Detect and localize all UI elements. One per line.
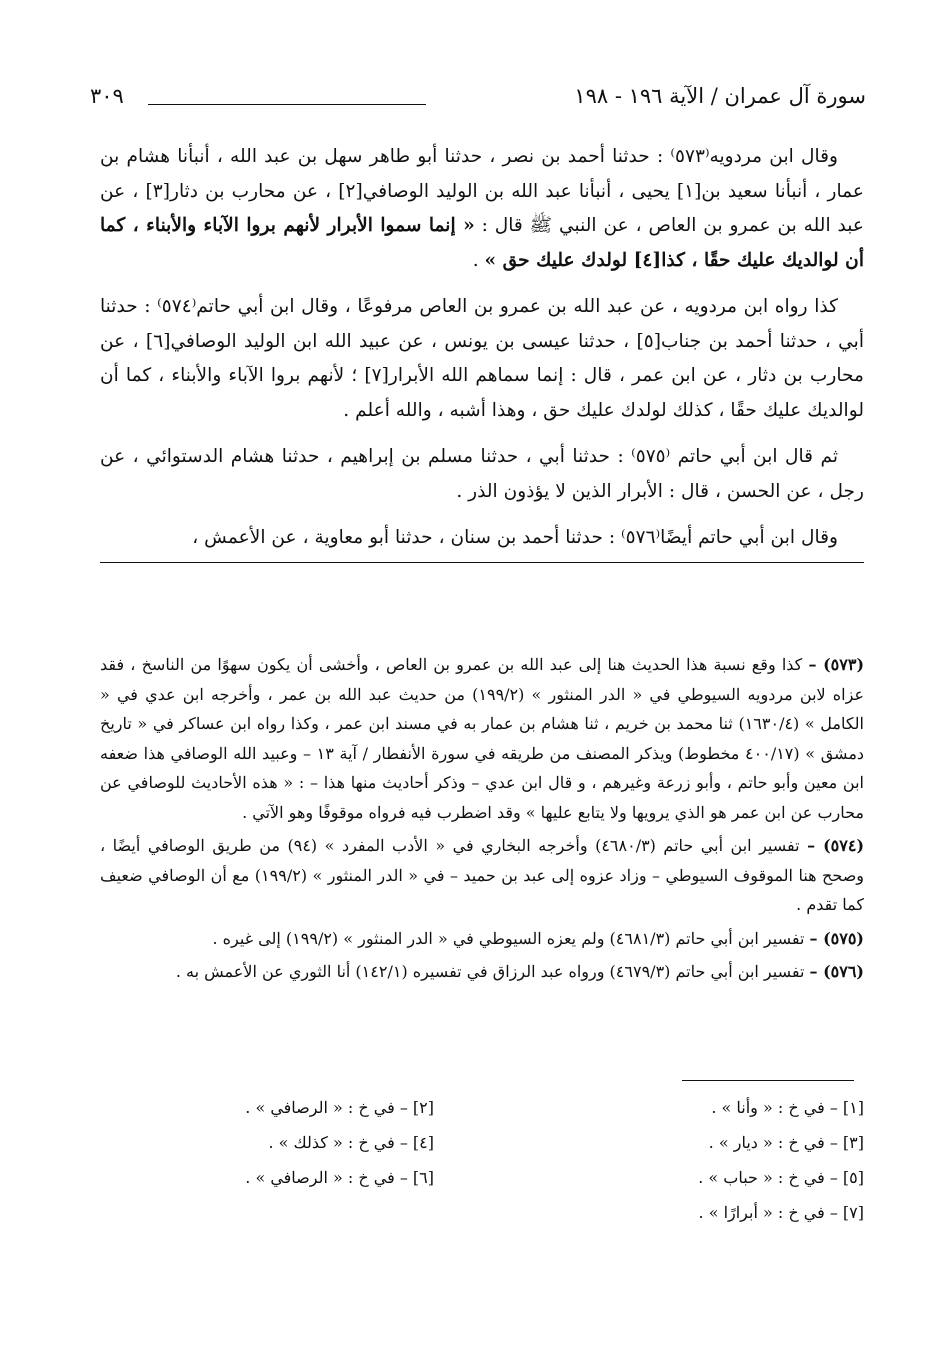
paragraph-text: كذا رواه ابن مردويه ، عن عبد الله بن عمرو بن العاص مرفوعًا ، وقال ابن أبي حاتم⁽٥٧٤⁾ : حدثنا أبي ، حدثنا أحمد بن جناب[٥] ، حدثنا عيسى بن يونس ، عن عبيد الله ابن الوليد الوصافي[٦] ، عن محارب بن دثار ، عن ابن عمر ، قال : إنما سماهم الله الأبرار[٧] ؛ لأنهم بروا الآباء والأبناء ، كما أن لوالديك عليك حقًا ، كذلك لولدك عليك حق ، وهذا أشبه ، والله أعلم . <box>100 296 865 421</box>
footnote-number: (٥٧٤) – <box>807 836 865 855</box>
variant-note: [٦] – في خ : « الرصافي » . <box>245 1168 434 1187</box>
footnotes <box>100 650 864 991</box>
paragraph-end: . <box>472 249 485 271</box>
paragraph <box>100 440 864 509</box>
footnote-number: (٥٧٦) – <box>809 962 864 981</box>
header-title: سورة آل عمران / الآية ١٩٦ - ١٩٨ <box>574 84 866 108</box>
manuscript-variants <box>120 1098 864 1238</box>
footnote <box>100 831 864 920</box>
page-number: ٣٠٩ <box>90 84 124 108</box>
variant-note: [٢] – في خ : « الرصافي » . <box>245 1098 434 1117</box>
variant-note: [١] – في خ : « وأنا » . <box>711 1098 864 1117</box>
footnote-number: (٥٧٣) – <box>808 655 865 674</box>
paragraph <box>100 290 864 428</box>
variants-separator <box>682 1080 854 1081</box>
header-rule <box>148 104 426 105</box>
variant-row <box>120 1098 864 1133</box>
paragraph <box>100 521 864 563</box>
variant-row <box>120 1203 864 1238</box>
footnote <box>100 650 864 827</box>
paragraph <box>100 140 864 278</box>
footnote-text: تفسير ابن أبي حاتم (٤٦٨١/٣) ولم يعزه السيوطي في « الدر المنثور » (١٩٩/٢) إلى غيره . <box>212 928 805 948</box>
paragraph-text: وقال ابن أبي حاتم أيضًا⁽٥٧٦⁾ : حدثنا أحمد بن سنان ، حدثنا أبو معاوية ، عن الأعمش ، <box>192 527 838 548</box>
footnote <box>100 924 864 954</box>
footnote-text: تفسير ابن أبي حاتم (٤٦٧٩/٣) ورواه عبد الرزاق في تفسيره (١٤٢/١) أنا الثوري عن الأعمش به . <box>175 962 805 981</box>
hadith-text: « إنما سموا الأبرار لأنهم بروا الآباء والأبناء ، كما أن لوالديك عليك حقًا ، كذا[٤] لولدك عليك حق » <box>100 215 864 271</box>
variant-row <box>120 1133 864 1168</box>
footnote <box>100 957 864 987</box>
main-text <box>100 140 864 563</box>
variant-note: [٤] – في خ : « كذلك » . <box>268 1133 434 1152</box>
variant-note: [٣] – في خ : « ديار » . <box>708 1133 864 1152</box>
paragraph-text: وقال ابن مردويه⁽٥٧٣⁾ : حدثنا أحمد بن نصر ، حدثنا أبو طاهر سهل بن عبد الله ، أنبأنا هشام بن عمار ، أنبأنا سعيد بن[١] يحيى ، أنبأنا عبد الله بن الوليد الوصافي[٢] ، عن محارب بن دثار[٣] ، عن عبد الله بن عمرو بن العاص ، عن النبي ﷺ قال : <box>100 146 865 236</box>
footnote-text: تفسير ابن أبي حاتم (٤٦٨٠/٣) وأخرجه البخاري في « الأدب المفرد » (٩٤) من طريق الوصافي أيضًا ، وصحح هنا الموقوف السيوطي – وزاد عزوه إلى عبد بن حميد – في « الدر المنثور » (١٩٩/٢) مع أن الوصافي ضعيف كما تقدم . <box>100 836 865 914</box>
running-header <box>90 84 866 118</box>
variant-row <box>120 1168 864 1203</box>
footnote-text: كذا وقع نسبة هذا الحديث هنا إلى عبد الله بن عمرو بن العاص ، وأخشى أن يكون سهوًا من الناسخ ، فقد عزاه لابن مردويه السيوطي في « الدر المنثور » (١٩٩/٢) من حديث عبد الله بن عمر ، وأخرجه ابن عدي في « الكامل » (١٦٣٠/٤) ثنا محمد بن خريم ، ثنا هشام بن عمار به في مسند ابن عمر ، وكذا رواه ابن عساكر في « تاريخ دمشق » (٤٠٠/١٧ مخطوط) ويذكر المصنف من طريقه في سورة الأنفطار / آية ١٣ – وعبيد الله الوصافي هذا ضعفه ابن معين وأبو حاتم ، وأبو زرعة وغيرهم ، و قال ابن عدي – وذكر أحاديث منها هذا – : « هذه الأحاديث للوصافي عن محارب عن ابن عمر هو الذي يرويها ولا يتابع عليها » وقد اضطرب فيه فرواه موقوفًا وهو الآتي . <box>100 655 865 822</box>
variant-note: [٧] – في خ : « أبرارًا » . <box>698 1203 864 1222</box>
paragraph-text: ثم قال ابن أبي حاتم ⁽٥٧٥⁾ : حدثنا أبي ، حدثنا مسلم بن إبراهيم ، حدثنا هشام الدستوائي ، عن رجل ، عن الحسن ، قال : الأبرار الذين لا يؤذون الذر . <box>100 446 864 502</box>
variant-note: [٥] – في خ : « حباب » . <box>698 1168 864 1187</box>
footnote-number: (٥٧٥) – <box>809 928 864 948</box>
